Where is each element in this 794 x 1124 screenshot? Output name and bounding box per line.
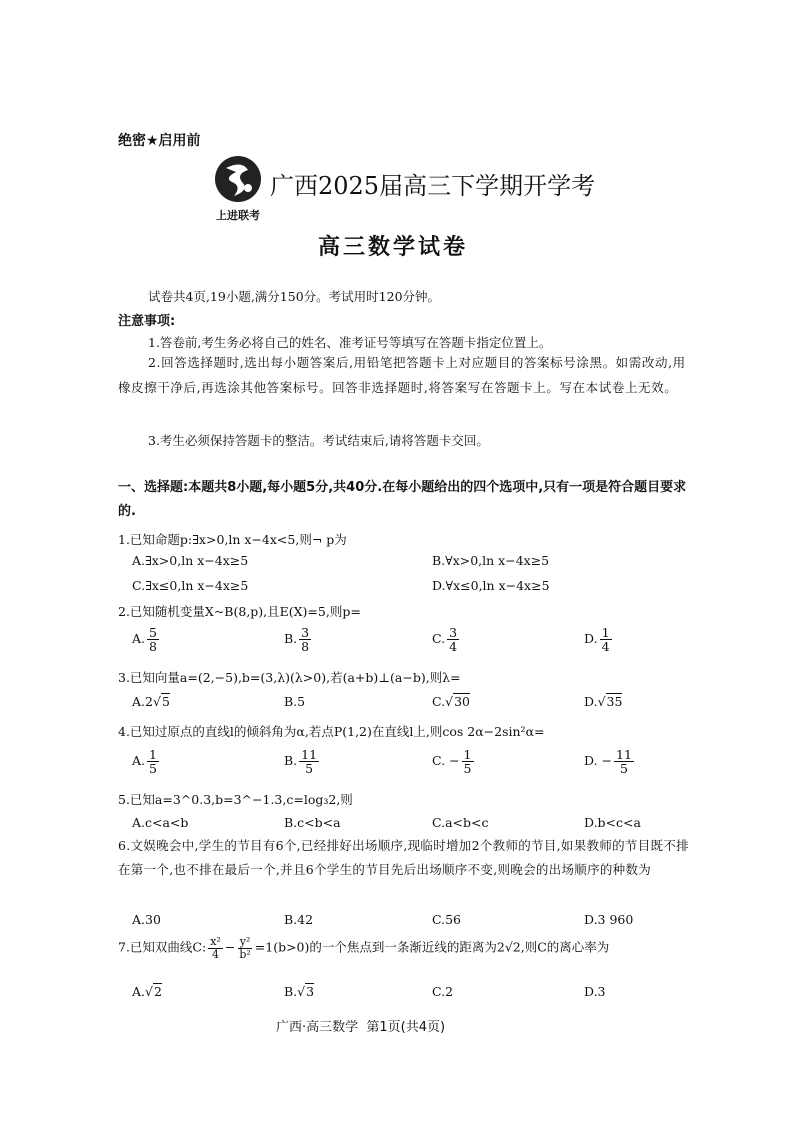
q7-frac1-num: x²	[210, 935, 221, 948]
q3-stem: 3.已知向量a=(2,−5),b=(3,λ)(λ>0),若(a+b)⊥(a−b),则λ=	[118, 670, 461, 685]
q2-c-den: 4	[449, 639, 458, 655]
q2-b-num: 3	[301, 625, 310, 640]
q4-d-den: 5	[619, 761, 628, 777]
q1-option-c: C.∃x≤0,ln x−4x≥5	[132, 578, 249, 593]
q4-option-b	[284, 748, 321, 775]
q7-a-radicand: 2	[153, 984, 162, 999]
q2-b-letter: B.	[284, 631, 298, 647]
q7-option-c: C.2	[432, 984, 454, 999]
q3-a-radicand: 5	[161, 694, 170, 709]
q4-d-num: 11	[616, 747, 632, 762]
note-3: 3.考生必须保持答题卡的整洁。考试结束后,请将答题卡交回。	[148, 433, 489, 448]
q4-option-a	[132, 748, 161, 775]
q7-stem-pre: 7.已知双曲线C:	[118, 939, 207, 955]
q7-frac2-den: b²	[239, 947, 251, 961]
q4-c-num: 1	[463, 747, 472, 762]
q4-b-letter: B.	[284, 753, 298, 769]
q3-d-letter: D.	[584, 694, 598, 709]
q2-d-den: 4	[601, 639, 610, 655]
exam-title: 广西2025届高三下学期开学考	[270, 172, 596, 200]
q5-option-d: D.b<c<a	[584, 815, 641, 830]
q7-option-d: D.3	[584, 984, 606, 999]
q1-option-a: A.∃x>0,ln x−4x≥5	[132, 553, 249, 568]
page-footer: 广西·高三数学 第1页(共4页)	[276, 1020, 446, 1035]
q7-frac2-num: y²	[239, 935, 251, 948]
q6-option-a: A.30	[132, 912, 161, 927]
q4-a-letter: A.	[132, 753, 146, 769]
q6-stem: 6.文娱晚会中,学生的节目有6个,已经排好出场顺序,现临时增加2个教师的节目,如果教师的节目既不排在第一个,也不排在最后一个,并且6个学生的节目先后出场顺序不变,则晚会的出场顺序的种数为	[118, 838, 689, 877]
q4-b-den: 5	[305, 761, 314, 777]
logo-icon	[212, 154, 264, 204]
q3-a-letter: A.2	[132, 694, 153, 709]
note-2: 2.回答选择题时,选出每小题答案后,用铅笔把答题卡上对应题目的答案标号涂黑。如需改动,用橡皮擦干净后,再选涂其他答案标号。回答非选择题时,将答案写在答题卡上。写在本试卷上无效。	[118, 355, 686, 395]
q4-option-c	[432, 748, 476, 775]
q2-c-num: 3	[449, 625, 458, 640]
q3-option-b: B.5	[284, 694, 306, 709]
logo-text: 上进联考	[216, 209, 260, 222]
note-1: 1.答卷前,考生务必将自己的姓名、准考证号等填写在答题卡指定位置上。	[148, 335, 552, 350]
q3-option-d: D.√35	[584, 694, 623, 709]
q4-c-den: 5	[463, 761, 472, 777]
q2-option-d	[584, 626, 614, 653]
q2-stem: 2.已知随机变量X~B(8,p),且E(X)=5,则p=	[118, 604, 361, 619]
notes-heading: 注意事项:	[118, 314, 176, 329]
q7-option-b: B.√3	[284, 984, 315, 999]
q7-option-a: A.√2	[132, 984, 162, 999]
q7-b-letter: B.	[284, 984, 298, 999]
q2-option-a	[132, 626, 161, 653]
q6-option-c: C.56	[432, 912, 461, 927]
q2-option-c	[432, 626, 461, 653]
q5-option-b: B.c<b<a	[284, 815, 341, 830]
exam-logo	[212, 154, 264, 222]
q2-d-letter: D.	[584, 631, 598, 647]
q2-option-b	[284, 626, 313, 653]
q7-stem-post: =1(b>0)的一个焦点到一条渐近线的距离为2√2,则C的离心率为	[254, 939, 610, 955]
section-1-heading: 一、选择题:本题共8小题,每小题5分,共40分.在每小题给出的四个选项中,只有一项是符合题目要求的.	[118, 480, 687, 519]
q5-stem: 5.已知a=3^0.3,b=3^−1.3,c=log₃2,则	[118, 792, 353, 807]
q2-a-letter: A.	[132, 631, 146, 647]
q3-option-a: A.2√5	[132, 694, 170, 709]
q2-a-num: 5	[149, 625, 157, 640]
q7-a-letter: A.	[132, 984, 146, 999]
q2-d-num: 1	[601, 625, 610, 640]
q4-option-d	[584, 748, 636, 775]
q4-a-den: 5	[149, 761, 157, 777]
q7-minus: −	[224, 939, 236, 955]
q2-c-letter: C.	[432, 631, 446, 647]
q6-option-d: D.3 960	[584, 912, 634, 927]
q3-c-radicand: 30	[454, 694, 470, 709]
confidential-label: 绝密★启用前	[118, 133, 201, 149]
q7-b-radicand: 3	[306, 984, 315, 999]
q4-c-letter: C. −	[432, 753, 460, 769]
q6-option-b: B.42	[284, 912, 314, 927]
q2-a-den: 8	[149, 639, 157, 655]
intro-text: 试卷共4页,19小题,满分150分。考试用时120分钟。	[148, 289, 441, 304]
q3-d-radicand: 35	[606, 694, 623, 709]
q4-stem: 4.已知过原点的直线l的倾斜角为α,若点P(1,2)在直线l上,则cos 2α−2sin²α=	[118, 724, 545, 739]
paper-title: 高三数学试卷	[318, 234, 469, 260]
q1-option-b: B.∀x>0,ln x−4x≥5	[432, 553, 550, 568]
q2-b-den: 8	[301, 639, 310, 655]
q1-option-d: D.∀x≤0,ln x−4x≥5	[432, 578, 550, 593]
q4-a-num: 1	[149, 747, 157, 762]
q3-option-c: C.√30	[432, 694, 470, 709]
q5-option-c: C.a<b<c	[432, 815, 489, 830]
q4-d-letter: D. −	[584, 753, 612, 769]
q4-b-num: 11	[301, 747, 318, 762]
q3-c-letter: C.	[432, 694, 446, 709]
q1-stem: 1.已知命题p:∃x>0,ln x−4x<5,则¬ p为	[118, 532, 347, 547]
q7-frac1-den: 4	[212, 947, 220, 961]
q5-option-a: A.c<a<b	[132, 815, 189, 830]
q7-stem	[118, 936, 609, 960]
